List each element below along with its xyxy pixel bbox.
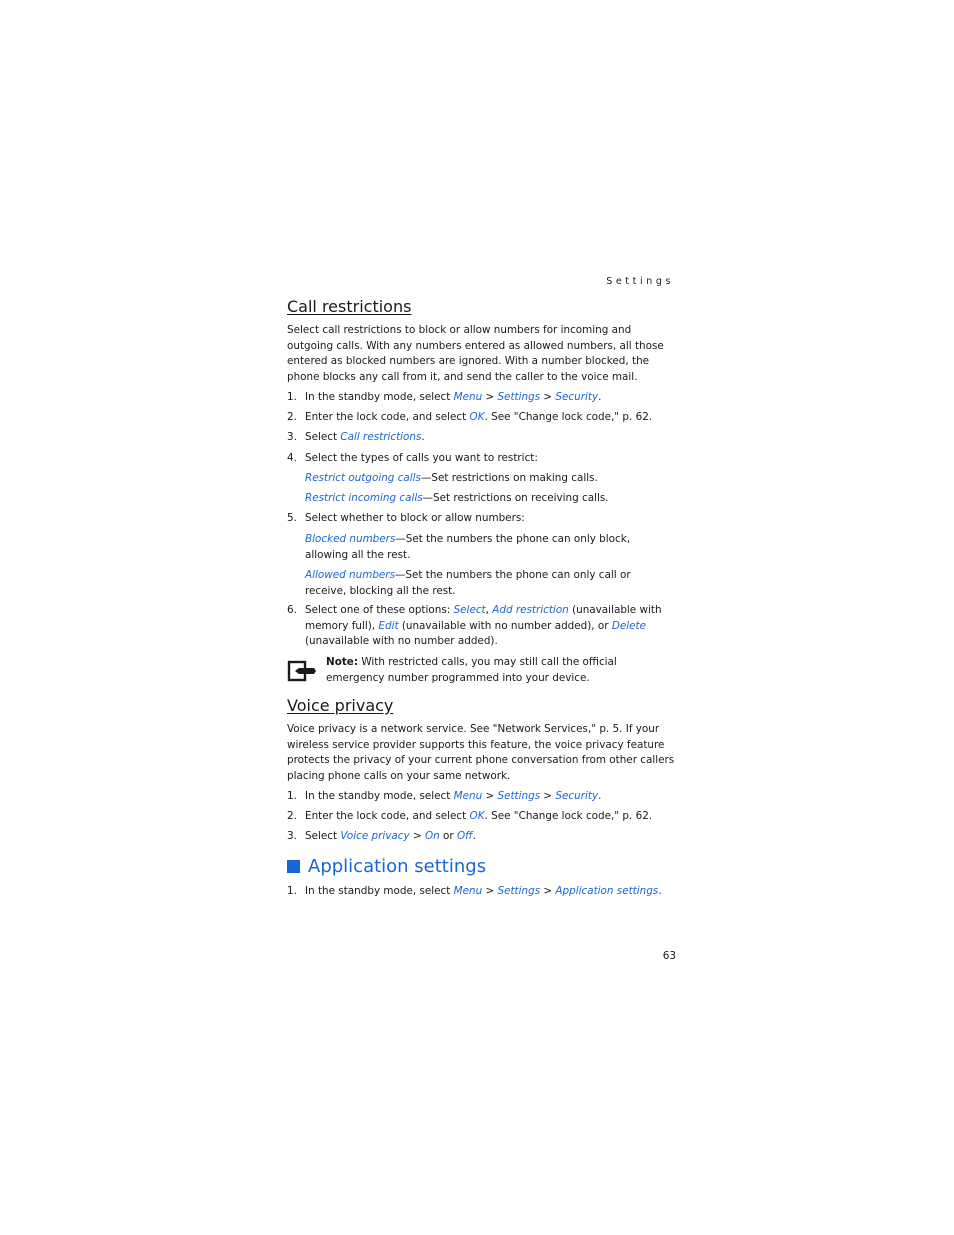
- on-link: On: [424, 830, 440, 842]
- voice-privacy-link: Voice privacy: [340, 830, 410, 842]
- note-label: Note:: [326, 656, 359, 668]
- restrict-incoming-item: [305, 491, 677, 507]
- step-number: 4.: [287, 452, 297, 464]
- step-text: Select one of these options:: [305, 604, 454, 616]
- separator: >: [540, 885, 556, 897]
- section-title-voice-privacy: Voice privacy: [287, 696, 394, 715]
- blue-square-icon: [287, 860, 300, 873]
- section-title-application-settings: [287, 856, 487, 877]
- ok-link: OK: [469, 810, 485, 822]
- separator: >: [482, 885, 498, 897]
- step-text: In the standby mode, select: [305, 885, 454, 897]
- note-pencil-icon: [287, 660, 317, 682]
- step-text: Select: [305, 431, 341, 443]
- punct: .: [598, 790, 602, 802]
- call-restrictions-intro: Select call restrictions to block or allow numbers for incoming and outgoing calls. With any numbers entered as allowed numbers, all those entered as blocked numbers are ignored. With a number blocked, the phone blocks any call from it, and send the caller to the voice mail.: [287, 324, 664, 383]
- page-number: 63: [662, 950, 676, 962]
- separator: >: [540, 790, 556, 802]
- separator: >: [409, 830, 425, 842]
- separator: >: [482, 391, 498, 403]
- restrict-outgoing-item: [305, 471, 677, 487]
- call-restrictions-link: Call restrictions: [340, 431, 422, 443]
- step-number: 2.: [287, 810, 297, 822]
- step-text: (unavailable with no number added), or: [398, 619, 612, 632]
- edit-link: Edit: [378, 619, 399, 632]
- step-text: Select: [305, 830, 341, 842]
- step-number: 3.: [287, 431, 297, 443]
- heading-text: Application settings: [308, 856, 487, 877]
- select-link: Select: [453, 604, 486, 616]
- note-text: [326, 655, 677, 686]
- step-text: Select whether to block or allow numbers:: [305, 512, 525, 524]
- separator: >: [540, 391, 556, 403]
- step-text: or: [439, 830, 457, 842]
- step-text: (unavailable with memory full),: [305, 604, 662, 632]
- restrict-incoming-link: Restrict incoming calls: [305, 492, 423, 504]
- step-text: In the standby mode, select: [305, 391, 454, 403]
- step-number: 5.: [287, 512, 297, 524]
- security-link: Security: [555, 391, 599, 403]
- blocked-numbers-link: Blocked numbers: [305, 533, 396, 545]
- menu-link: Menu: [453, 391, 483, 403]
- security-link: Security: [555, 790, 599, 802]
- menu-link: Menu: [453, 885, 483, 897]
- blocked-numbers-item: [305, 532, 663, 563]
- step-number: 1.: [287, 885, 297, 897]
- step-text: . See "Change lock code," p. 62.: [484, 810, 653, 822]
- allowed-numbers-item: [305, 568, 650, 599]
- separator: >: [482, 790, 498, 802]
- step-text: . See "Change lock code," p. 62.: [484, 411, 653, 423]
- step-number: 1.: [287, 391, 297, 403]
- allowed-numbers-link: Allowed numbers: [305, 569, 395, 581]
- item-desc: —Set restrictions on receiving calls.: [422, 492, 609, 504]
- delete-link: Delete: [611, 619, 646, 632]
- item-desc: —Set the numbers the phone can only block, allowing all the rest.: [305, 533, 631, 561]
- punct: .: [421, 431, 425, 443]
- settings-link: Settings: [497, 391, 541, 403]
- add-restriction-link: Add restriction: [492, 604, 569, 616]
- step-text: In the standby mode, select: [305, 790, 454, 802]
- running-header: Settings: [606, 276, 674, 287]
- step-text: Enter the lock code, and select: [305, 810, 470, 822]
- settings-link: Settings: [497, 885, 541, 897]
- settings-link: Settings: [497, 790, 541, 802]
- punct: .: [658, 885, 662, 897]
- item-desc: —Set the numbers the phone can only call or receive, blocking all the rest.: [305, 569, 631, 597]
- menu-link: Menu: [453, 790, 483, 802]
- item-desc: —Set restrictions on making calls.: [420, 472, 598, 484]
- step-text: (unavailable with no number added).: [305, 635, 498, 648]
- application-settings-link: Application settings: [555, 885, 659, 897]
- punct: .: [598, 391, 602, 403]
- ok-link: OK: [469, 411, 485, 423]
- note-body: With restricted calls, you may still call the official emergency number programmed into your device.: [326, 656, 617, 684]
- step-number: 1.: [287, 790, 297, 802]
- step-text: Enter the lock code, and select: [305, 411, 470, 423]
- step-text: Select the types of calls you want to restrict:: [305, 452, 538, 464]
- step-number: 6.: [287, 604, 297, 616]
- restrict-outgoing-link: Restrict outgoing calls: [305, 472, 421, 484]
- voice-privacy-intro: Voice privacy is a network service. See "Network Services," p. 5. If your wireless service provider supports this feature, the voice privacy feature protects the privacy of your current phone conversation from other callers placing phone calls on your same network.: [287, 723, 675, 782]
- off-link: Off: [456, 830, 473, 842]
- step-number: 3.: [287, 830, 297, 842]
- section-title-call-restrictions: Call restrictions: [287, 297, 412, 316]
- punct: ,: [485, 604, 493, 616]
- punct: .: [472, 830, 476, 842]
- step-number: 2.: [287, 411, 297, 423]
